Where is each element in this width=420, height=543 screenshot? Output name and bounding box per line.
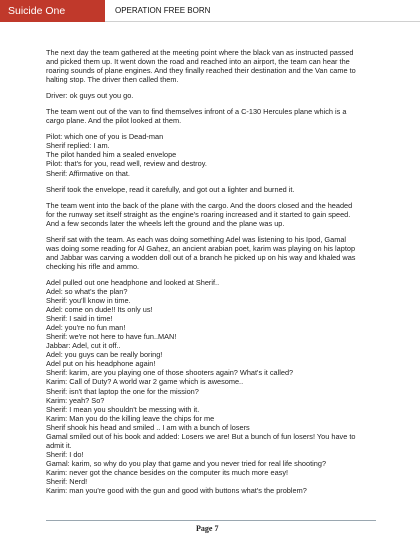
text-line: Sherif: I said in time! bbox=[46, 314, 113, 324]
text-line: Sherif replied: I am. bbox=[46, 141, 110, 151]
page-number: Page 7 bbox=[196, 524, 219, 533]
text-line: The team went into the back of the plane with the cargo. And the doors closed and the headed bbox=[46, 200, 353, 210]
paragraph bbox=[46, 91, 381, 100]
text-line: Sherif: Nerd! bbox=[46, 476, 88, 486]
text-line: checking his rifle and ammo. bbox=[46, 261, 140, 271]
paragraph bbox=[46, 132, 381, 177]
text-line: Sherif sat with the team. As each was doing something Adel was listening to his Ipod, Gamal bbox=[46, 234, 347, 244]
paragraph bbox=[46, 278, 381, 495]
text-line: Pilot: that's for you, read well, review and destroy. bbox=[46, 159, 207, 169]
text-line: for the runway set itself straight as the engine's roaring increased and it started to gain speed. bbox=[46, 209, 351, 219]
text-line: The team went out of the van to find themselves infront of a C-130 Hercules plane which is a bbox=[46, 107, 347, 117]
text-line: Adel pulled out one headphone and looked at Sherif.. bbox=[46, 277, 220, 287]
text-line: Sherif: I mean you shouldn't be messing with it. bbox=[46, 404, 200, 414]
text-line: and Jabbar was carving a wodden doll out of a branch he picked up on his way and khaled was bbox=[46, 252, 356, 262]
text-line: Karim: Man you do the killing leave the chips for me bbox=[46, 413, 215, 423]
text-line: and picked them up. It went down the road and reached into an airport, the team can hear the bbox=[46, 57, 350, 67]
paragraph bbox=[46, 201, 381, 228]
text-line: Sherif shook his head and smiled .. I am with a bunch of losers bbox=[46, 422, 250, 432]
text-line: Sherif: karim, are you playing one of those shooters again? What's it called? bbox=[46, 368, 294, 378]
text-line: Karim: man you're good with the gun and good with buttons what's the problem? bbox=[46, 486, 307, 496]
text-line: Adel: you're no fun man! bbox=[46, 323, 126, 333]
text-line: Adel: you guys can be really boring! bbox=[46, 350, 163, 360]
paragraph bbox=[46, 107, 381, 125]
text-line: Sherif: we're not here to have fun..MAN! bbox=[46, 332, 177, 342]
text-line: admit it. bbox=[46, 440, 72, 450]
paragraph bbox=[46, 48, 381, 84]
text-line: Sherif: Affirmative on that. bbox=[46, 168, 130, 178]
text-line: Sherif: I do! bbox=[46, 449, 84, 459]
text-line: roaring sounds of plane engines. And they finally reached their destination and the Van came to bbox=[46, 66, 356, 76]
text-line: And a few seconds later the wheels left the ground and the plane was up. bbox=[46, 218, 285, 228]
text-line: Sherif took the envelope, read it carefully, and got out a lighter and burned it. bbox=[46, 184, 295, 194]
text-line: Pilot: which one of you is Dead-man bbox=[46, 132, 164, 142]
footer-divider bbox=[46, 520, 376, 521]
text-line: Karim: yeah? So? bbox=[46, 395, 105, 405]
text-line: cargo plane. And the pilot looked at them. bbox=[46, 116, 182, 126]
text-line: The pilot handed him a sealed envelope bbox=[46, 150, 177, 160]
chapter-title: OPERATION FREE BORN bbox=[105, 0, 420, 22]
page-header bbox=[0, 0, 420, 22]
paragraph bbox=[46, 185, 381, 194]
text-line: halting stop. The driver then called them. bbox=[46, 75, 179, 85]
text-line: was doing some reading for Al Gahez, an ancient arabian poet, karim was playing on his laptop bbox=[46, 243, 356, 253]
text-line: Gamal smiled out of his book and added: Losers we are! But a bunch of fun losers! You have to bbox=[46, 431, 356, 441]
text-line: Sherif: you'll know in time. bbox=[46, 296, 131, 306]
text-line: Karim: Call of Duty? A world war 2 game which is awesome.. bbox=[46, 377, 244, 387]
text-line: Jabbar: Adel, cut it off.. bbox=[46, 341, 121, 351]
paragraph bbox=[46, 235, 381, 271]
book-title: Suicide One bbox=[0, 0, 105, 22]
text-line: Sherif: isn't that laptop the one for the mission? bbox=[46, 386, 199, 396]
body-text bbox=[46, 48, 381, 502]
text-line: Gamal: karim, so why do you play that game and you never tried for real life shooting? bbox=[46, 458, 327, 468]
text-line: Adel: so what's the plan? bbox=[46, 286, 128, 296]
text-line: The next day the team gathered at the meeting point where the black van as instructed passed bbox=[46, 48, 354, 57]
text-line: Karim: never got the chance besides on the computer its much more easy! bbox=[46, 467, 289, 477]
text-line: Driver: ok guys out you go. bbox=[46, 91, 134, 101]
text-line: Adel: come on dude!! Its only us! bbox=[46, 305, 153, 315]
text-line: Adel put on his headphone again! bbox=[46, 359, 156, 369]
